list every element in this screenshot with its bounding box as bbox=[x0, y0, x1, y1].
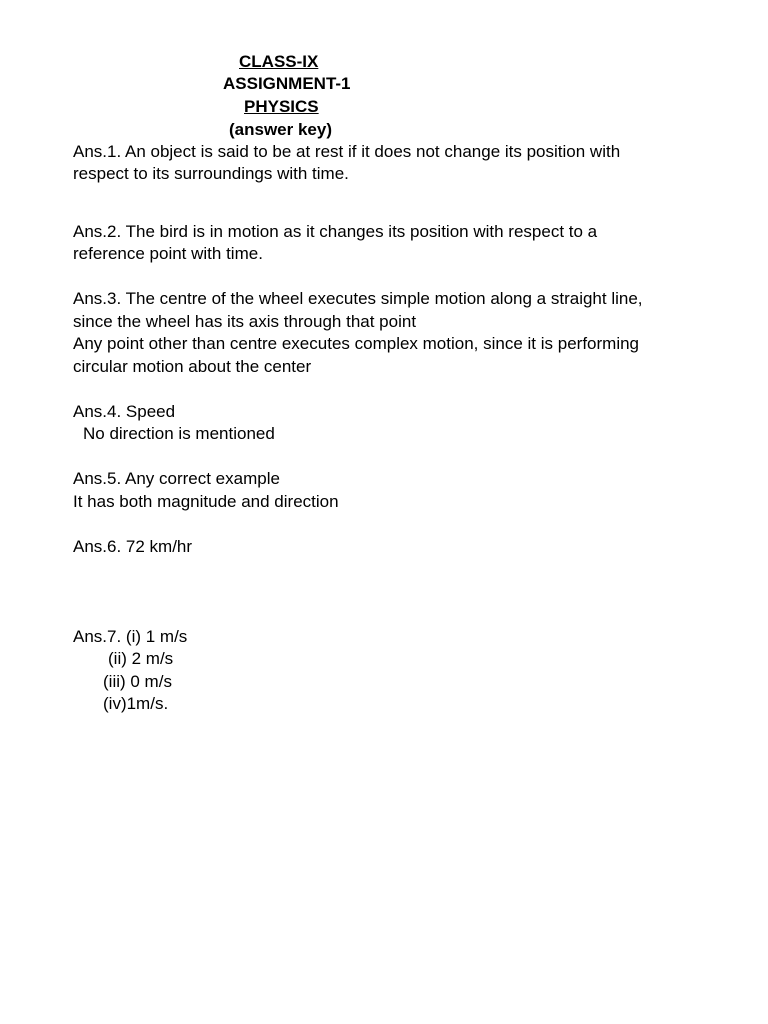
answer-2-line-2: reference point with time. bbox=[73, 244, 263, 263]
answer-5-line-1: Ans.5. Any correct example bbox=[73, 469, 280, 488]
answer-3-line-1: Ans.3. The centre of the wheel executes simple motion along a straight line, bbox=[73, 289, 643, 308]
answer-7-line-3: (iii) 0 m/s bbox=[103, 672, 172, 691]
answer-7-line-1: Ans.7. (i) 1 m/s bbox=[73, 627, 188, 646]
answer-4-line-1: Ans.4. Speed bbox=[73, 402, 176, 421]
answer-6-line-1: Ans.6. 72 km/hr bbox=[73, 537, 193, 556]
assignment-title: ASSIGNMENT-1 bbox=[223, 74, 351, 93]
answer-1-line-2: respect to its surroundings with time. bbox=[73, 164, 349, 183]
answer-4-line-2: No direction is mentioned bbox=[83, 424, 275, 443]
answer-2-line-1: Ans.2. The bird is in motion as it changes its position with respect to a bbox=[73, 222, 598, 241]
subject-title: PHYSICS bbox=[244, 97, 319, 116]
answer-key-subtitle: (answer key) bbox=[229, 120, 332, 139]
answer-7-line-4: (iv)1m/s. bbox=[103, 694, 169, 713]
answer-3-line-3: Any point other than centre executes complex motion, since it is performing bbox=[73, 334, 640, 353]
answer-7-line-2: (ii) 2 m/s bbox=[108, 649, 174, 668]
answer-3-line-2: since the wheel has its axis through that point bbox=[73, 312, 417, 331]
answer-1-line-1: Ans.1. An object is said to be at rest if it does not change its position with bbox=[73, 142, 621, 161]
answer-3-line-4: circular motion about the center bbox=[73, 357, 312, 376]
answer-5-line-2: It has both magnitude and direction bbox=[73, 492, 339, 511]
class-title: CLASS-IX bbox=[239, 52, 319, 71]
